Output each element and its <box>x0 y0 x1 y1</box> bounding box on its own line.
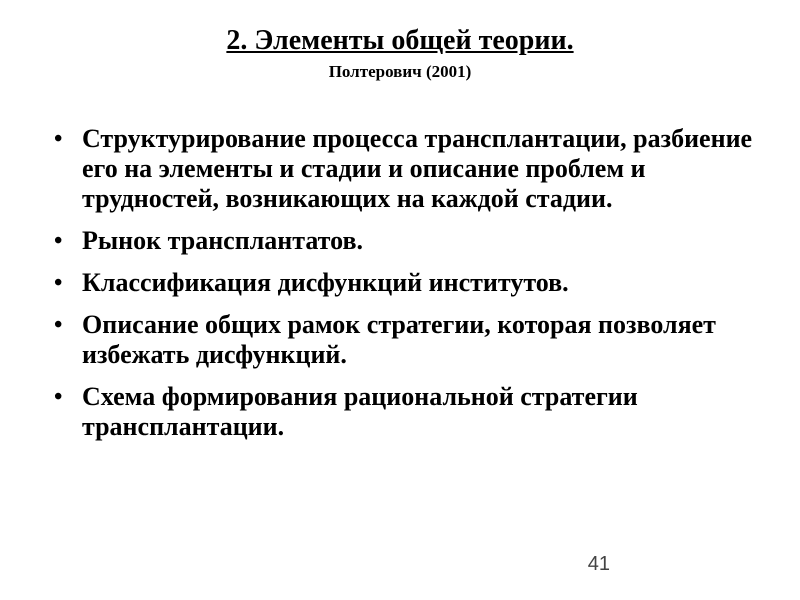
bullet-dot-icon: • <box>54 312 63 338</box>
bullet-dot-icon: • <box>54 126 63 152</box>
bullet-dot-icon: • <box>54 228 63 254</box>
slide-title: 2. Элементы общей теории. <box>226 25 574 56</box>
bullet-text: Рынок трансплантатов. <box>82 226 363 255</box>
bullet-text: Схема формирования рациональной стратегии трансплантации. <box>82 382 638 441</box>
bullet-item <box>48 124 768 214</box>
bullet-item <box>48 268 768 298</box>
bullet-item <box>48 310 768 370</box>
bullet-text: Классификация дисфункций институтов. <box>82 268 569 297</box>
bullet-text: Описание общих рамок стратегии, которая позволяет избежать дисфункций. <box>82 310 716 369</box>
bullet-dot-icon: • <box>54 384 63 410</box>
title-block <box>0 24 800 84</box>
bullet-item <box>48 226 768 256</box>
bullet-dot-icon: • <box>54 270 63 296</box>
bullet-list <box>48 124 768 454</box>
page-number: 41 <box>587 553 610 575</box>
bullet-item <box>48 382 768 442</box>
bullet-text: Структурирование процесса трансплантации, разбиение его на элементы и стадии и описание проблем и трудностей, возникающих на каждой стадии. <box>82 124 753 213</box>
slide-subtitle: Полтерович (2001) <box>328 62 472 81</box>
